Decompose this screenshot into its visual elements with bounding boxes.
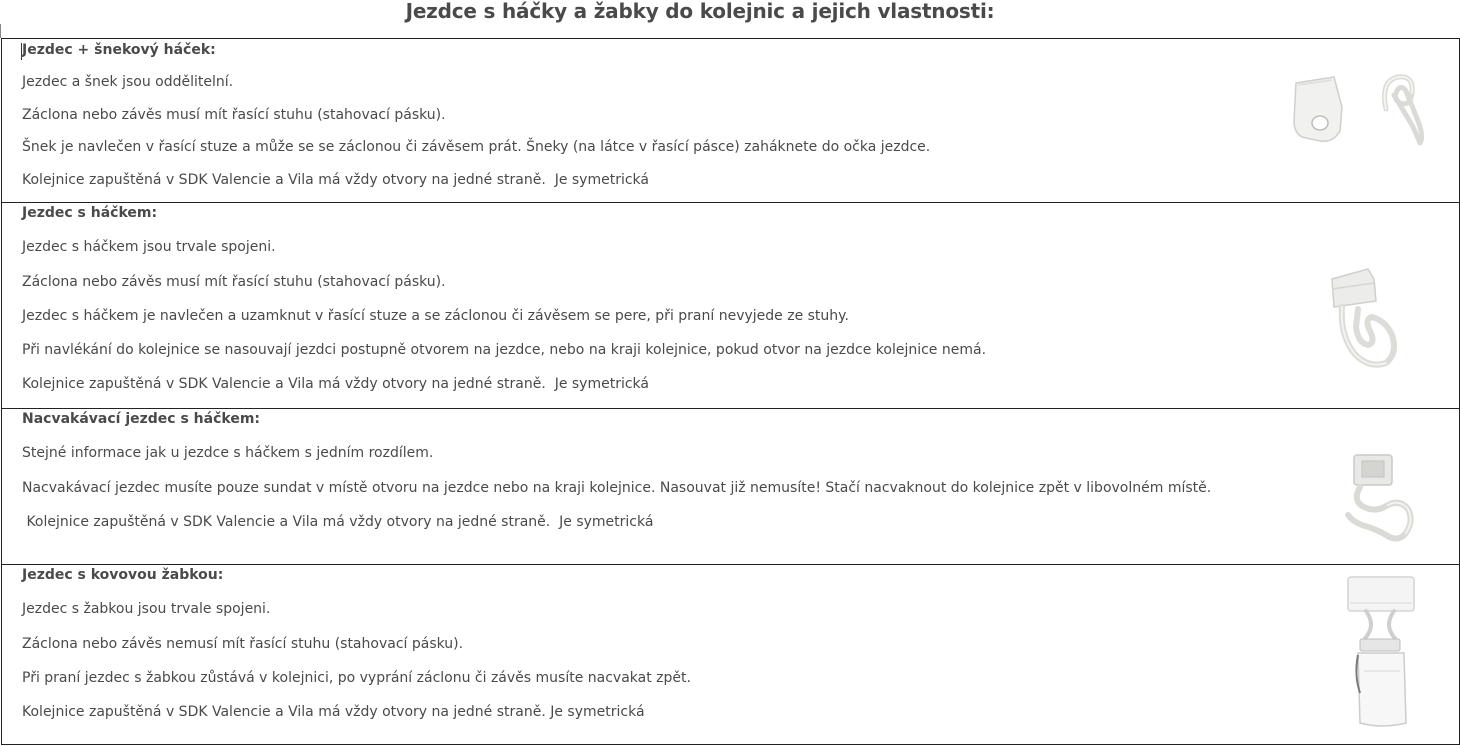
- section-line: Záclona nebo závěs musí mít řasící stuhu (stahovací pásku).: [22, 274, 446, 290]
- section-title: Jezdec s háčkem:: [22, 205, 158, 221]
- info-table: [1, 38, 1460, 745]
- section-line: Jezdec s žabkou jsou trvale spojeni.: [22, 601, 271, 617]
- section-title: Jezdec + šnekový háček:: [22, 42, 216, 58]
- section-title: Jezdec s kovovou žabkou:: [22, 567, 224, 583]
- glider-and-snail-hook-photo: [1288, 71, 1433, 151]
- section-line: Jezdec a šnek jsou oddělitelní.: [22, 74, 234, 90]
- section-line: Kolejnice zapuštěná v SDK Valencie a Vila má vždy otvory na jedné straně. Je symetrická: [22, 514, 654, 530]
- section-line: Jezdec s háčkem je navlečen a uzamknut v řasící stuze a se záclonou či závěsem se pere, při praní nevyjede ze stuhy.: [22, 308, 849, 324]
- margin-marker: [0, 24, 1, 38]
- section-line: Stejné informace jak u jezdce s háčkem s jedním rozdílem.: [22, 445, 434, 461]
- section-line: Při navlékání do kolejnice se nasouvají jezdci postupně otvorem na jezdce, nebo na kraji kolejnice, pokud otvor na jezdce kolejnice nemá.: [22, 342, 987, 358]
- snap-on-glider-with-hook-photo: [1342, 449, 1427, 544]
- section-line: Kolejnice zapuštěná v SDK Valencie a Vila má vždy otvory na jedné straně. Je symetrická: [22, 172, 649, 188]
- glider-with-hook-photo: [1324, 265, 1404, 370]
- section-line: Záclona nebo závěs musí mít řasící stuhu (stahovací pásku).: [22, 107, 446, 123]
- section-title: Nacvakávací jezdec s háčkem:: [22, 411, 261, 427]
- section-line: Při praní jezdec s žabkou zůstává v kolejnici, po vyprání záclonu či závěs musíte nacvakat zpět.: [22, 670, 691, 686]
- section-snap-on-glider: [2, 409, 1459, 565]
- page-title: Jezdce s háčky a žabky do kolejnic a jejich vlastnosti:: [405, 0, 995, 23]
- glider-with-metal-clip-photo: [1342, 575, 1422, 730]
- section-line: Jezdec s háčkem jsou trvale spojeni.: [22, 239, 276, 255]
- section-line: Kolejnice zapuštěná v SDK Valencie a Vila má vždy otvory na jedné straně. Je symetrická: [22, 704, 645, 720]
- section-line: Záclona nebo závěs nemusí mít řasící stuhu (stahovací pásku).: [22, 636, 464, 652]
- section-line: Nacvakávací jezdec musíte pouze sundat v místě otvoru na jezdce nebo na kraji kolejnice. Nasouvat již nemusíte! Stačí nacvaknout do kolejnice zpět v libovolném místě.: [22, 480, 1212, 496]
- section-glider-snail-hook: [2, 39, 1459, 203]
- section-glider-metal-clip: [2, 565, 1459, 744]
- section-line: Kolejnice zapuštěná v SDK Valencie a Vila má vždy otvory na jedné straně. Je symetrická: [22, 376, 649, 392]
- section-glider-hook: [2, 203, 1459, 409]
- section-line: Šnek je navlečen v řasící stuze a může se se záclonou či závěsem prát. Šneky (na látce v řasící pásce) zaháknete do očka jezdce.: [22, 139, 931, 155]
